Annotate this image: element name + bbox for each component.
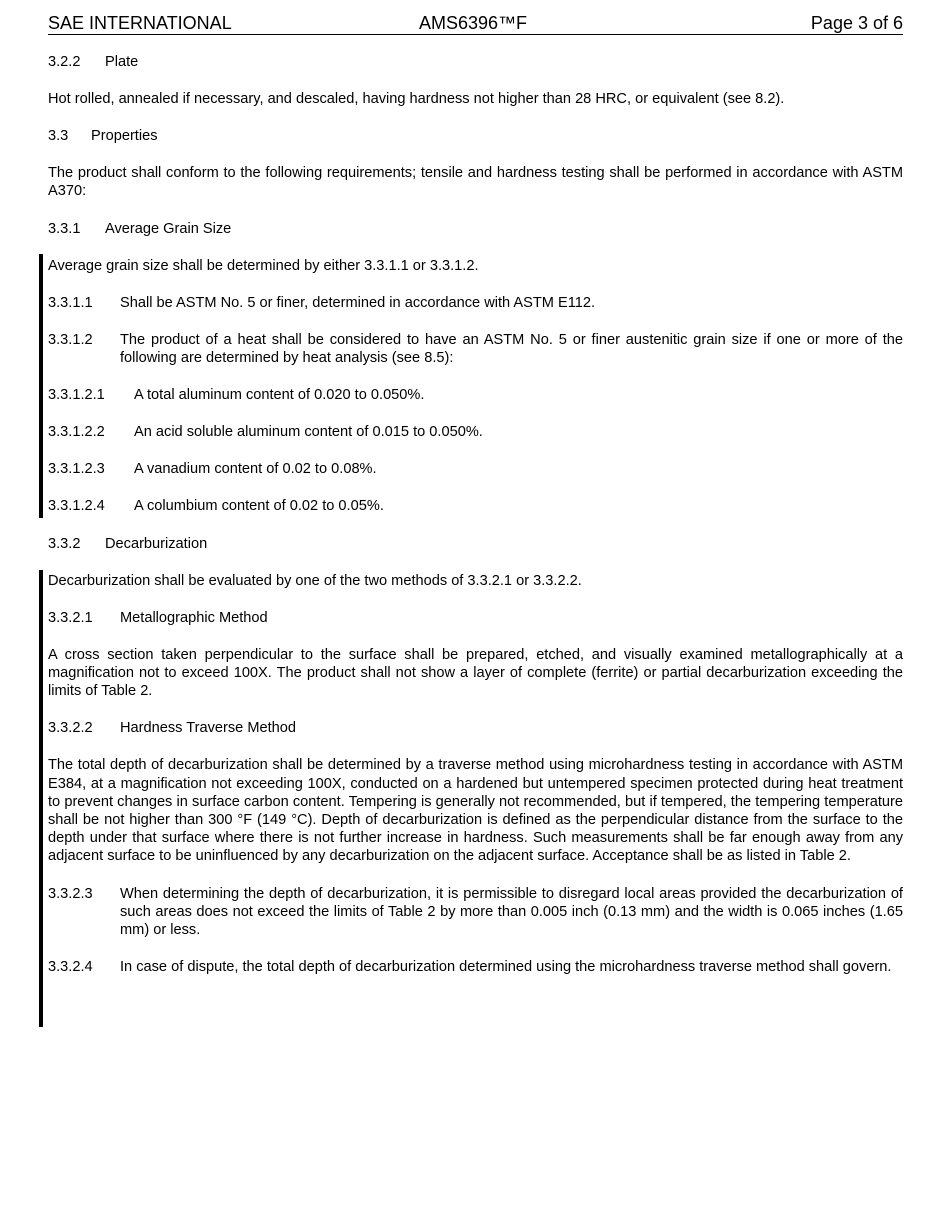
section-number: 3.3.2: [48, 535, 81, 552]
clause-3-3-2-4: [48, 958, 903, 976]
section-heading-3-3: [48, 127, 903, 145]
section-heading-3-3-2-2: [48, 719, 903, 737]
clause-3-3-1-2: [48, 331, 903, 367]
section-heading-3-3-2-1: [48, 609, 903, 627]
paragraph: A cross section taken perpendicular to the surface shall be prepared, etched, and visually examined metallographically at a magnification not to exceed 100X. The product shall not show a layer of complete (ferrite) or partial decarburization exceeding the limits of Table 2.: [48, 646, 903, 700]
paragraph: Hot rolled, annealed if necessary, and descaled, having hardness not higher than 28 HRC, or equivalent (see 8.2).: [48, 91, 785, 108]
paragraph: Average grain size shall be determined by either 3.3.1.1 or 3.3.1.2.: [48, 257, 479, 274]
section-number: 3.2.2: [48, 54, 81, 70]
clause-text: When determining the depth of decarburization, it is permissible to disregard local areas provided the decarburization of such areas does not exceed the limits of Table 2 by more than 0.005 inch (0.13 mm) and the width is 0.065 inches (1.65 mm) or less.: [120, 885, 903, 938]
clause-3-3-1-2-2: [48, 423, 903, 441]
document-body: [48, 53, 903, 995]
section-title: Average Grain Size: [105, 220, 232, 237]
clause-text: Shall be ASTM No. 5 or finer, determined in accordance with ASTM E112.: [120, 294, 596, 311]
clause-number: 3.3.1.2.1: [48, 387, 105, 404]
section-number: 3.3.2.2: [48, 720, 93, 737]
paragraph: The total depth of decarburization shall be determined by a traverse method using microhardness testing in accordance with ASTM E384, at a magnification not exceeding 100X, conducted on a hardened but untempered specimen protected during heat treatment to prevent changes in surface carbon content. Tempering is generally not recommended, but if tempered, the tempering temperature shall be not higher than 300 °F (149 °C). Depth of decarburization is defined as the perpendicular distance from the surface to the depth under that surface where there is not further increase in hardness. Such measurements shall be far enough away from any adjacent surface to be uninfluenced by any decarburization on the adjacent surface. Acceptance shall be as listed in Table 2.: [48, 757, 903, 865]
section-heading-3-3-2: [48, 535, 903, 553]
header-organization: SAE INTERNATIONAL: [48, 13, 232, 33]
section-heading-3-3-1: [48, 220, 903, 238]
header-page-number: Page 3 of 6: [810, 13, 903, 33]
clause-3-3-1-1: [48, 294, 903, 312]
clause-text: In case of dispute, the total depth of decarburization determined using the microhardness traverse method shall govern.: [120, 959, 892, 976]
clause-number: 3.3.2.4: [48, 959, 93, 976]
clause-number: 3.3.1.2.2: [48, 424, 105, 441]
clause-text: A columbium content of 0.02 to 0.05%.: [134, 498, 384, 515]
paragraph: The product shall conform to the following requirements; tensile and hardness testing shall be performed in accordance with ASTM A370:: [48, 165, 903, 200]
clause-3-3-1-2-4: [48, 497, 903, 515]
clause-number: 3.3.1.1: [48, 294, 93, 311]
clause-3-3-1-2-1: [48, 386, 903, 404]
change-bar: [39, 254, 43, 518]
page-header: [48, 12, 903, 35]
change-bar: [39, 570, 43, 1027]
clause-number: 3.3.1.2.3: [48, 461, 105, 478]
clause-text: A total aluminum content of 0.020 to 0.050%.: [134, 387, 425, 404]
section-number: 3.3: [48, 128, 69, 145]
clause-3-3-1-2-3: [48, 460, 903, 478]
paragraph: Decarburization shall be evaluated by one of the two methods of 3.3.2.1 or 3.3.2.2.: [48, 572, 582, 589]
clause-number: 3.3.2.3: [48, 885, 93, 902]
section-heading-3-2-2: [48, 53, 903, 71]
clause-text: An acid soluble aluminum content of 0.015 to 0.050%.: [134, 424, 483, 441]
section-title: Metallographic Method: [120, 609, 268, 626]
section-title: Properties: [91, 128, 158, 145]
section-title: Hardness Traverse Method: [120, 720, 297, 737]
header-document-number: AMS6396™F: [419, 13, 528, 33]
section-title: Decarburization: [105, 535, 208, 552]
clause-number: 3.3.1.2.4: [48, 498, 105, 515]
section-number: 3.3.2.1: [48, 609, 93, 626]
section-number: 3.3.1: [48, 220, 81, 237]
clause-3-3-2-3: [48, 885, 903, 940]
section-title: Plate: [105, 54, 139, 70]
clause-number: 3.3.1.2: [48, 331, 93, 348]
clause-text: The product of a heat shall be considered to have an ASTM No. 5 or finer austenitic grain size if one or more of the following are determined by heat analysis (see 8.5):: [120, 331, 903, 367]
clause-text: A vanadium content of 0.02 to 0.08%.: [134, 461, 377, 478]
